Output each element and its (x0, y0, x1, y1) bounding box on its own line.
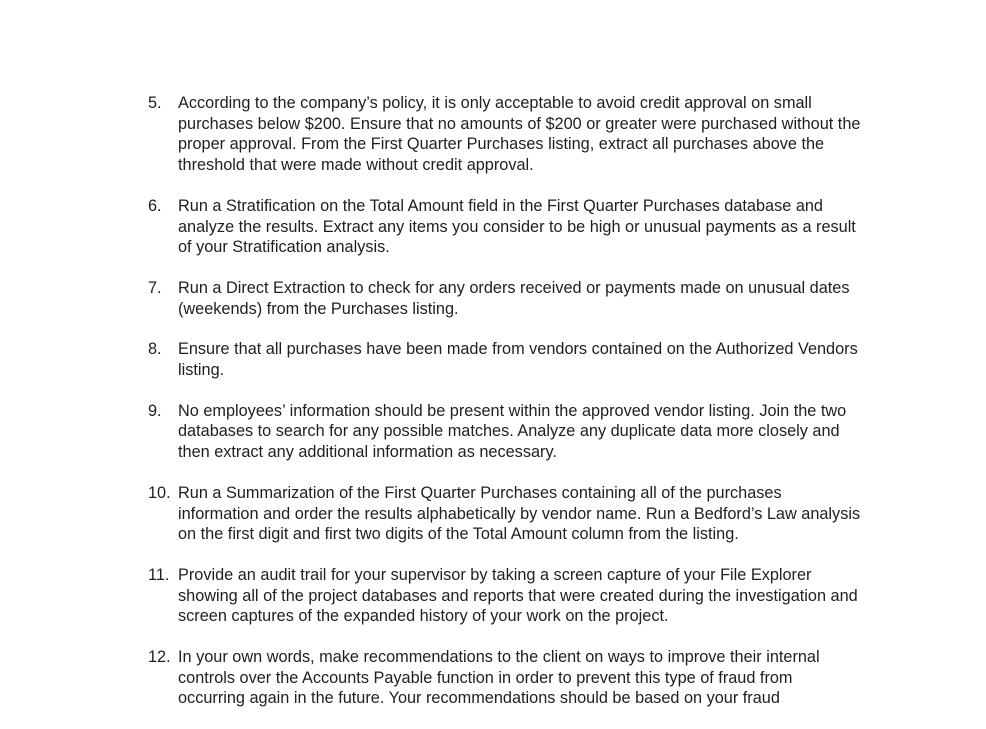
list-item-text: Ensure that all purchases have been made from vendors contained on the Authorized Vendors listing. (178, 340, 858, 380)
list-item-number: 7. (148, 278, 162, 297)
list-item-text: Run a Direct Extraction to check for any orders received or payments made on unusual dates (weekends) from the Purchases listing. (178, 278, 850, 318)
list-item (148, 401, 868, 463)
list-item (148, 278, 868, 319)
list-item-number: 8. (148, 340, 162, 359)
list-item-text: Run a Summarization of the First Quarter Purchases containing all of the purchases information and order the results alphabetically by vendor name. Run a Bedford’s Law analysis on the first digit and first two digits of the Total Amount column from the listing. (178, 483, 861, 544)
list-item-number: 11. (148, 565, 170, 584)
list-item-number: 9. (148, 401, 162, 420)
list-item (148, 565, 868, 627)
list-item-number: 12. (148, 648, 171, 667)
list-item (148, 93, 868, 176)
list-item (148, 339, 868, 380)
list-item-text: According to the company’s policy, it is only acceptable to avoid credit approval on small purchases below $200. Ensure that no amounts of $200 or greater were purchased without the proper approval. From the First Quarter Purchases listing, extract all purchases above the threshold that were made without credit approval. (178, 94, 861, 175)
list-item-number: 10. (148, 483, 171, 502)
numbered-task-list (148, 93, 868, 729)
list-item-text: In your own words, make recommendations to the client on ways to improve their internal controls over the Accounts Payable function in order to prevent this type of fraud from occurring again in the future. Your recommendations should be based on your fraud (178, 648, 820, 708)
list-item (148, 196, 868, 258)
list-item-text: Provide an audit trail for your supervisor by taking a screen capture of your File Explorer showing all of the project databases and reports that were created during the investigation and screen captures of the expanded history of your work on the project. (178, 565, 858, 626)
list-item (148, 647, 868, 709)
list-item (148, 483, 868, 545)
list-item-text: No employees’ information should be present within the approved vendor listing. Join the two databases to search for any possible matches. Analyze any duplicate data more closely and then extract any additional information as necessary. (178, 401, 847, 462)
list-item-text: Run a Stratification on the Total Amount field in the First Quarter Purchases database and analyze the results. Extract any items you consider to be high or unusual payments as a result of your Stratification analysis. (178, 196, 856, 257)
list-item-number: 5. (148, 94, 162, 112)
list-item-number: 6. (148, 196, 162, 215)
